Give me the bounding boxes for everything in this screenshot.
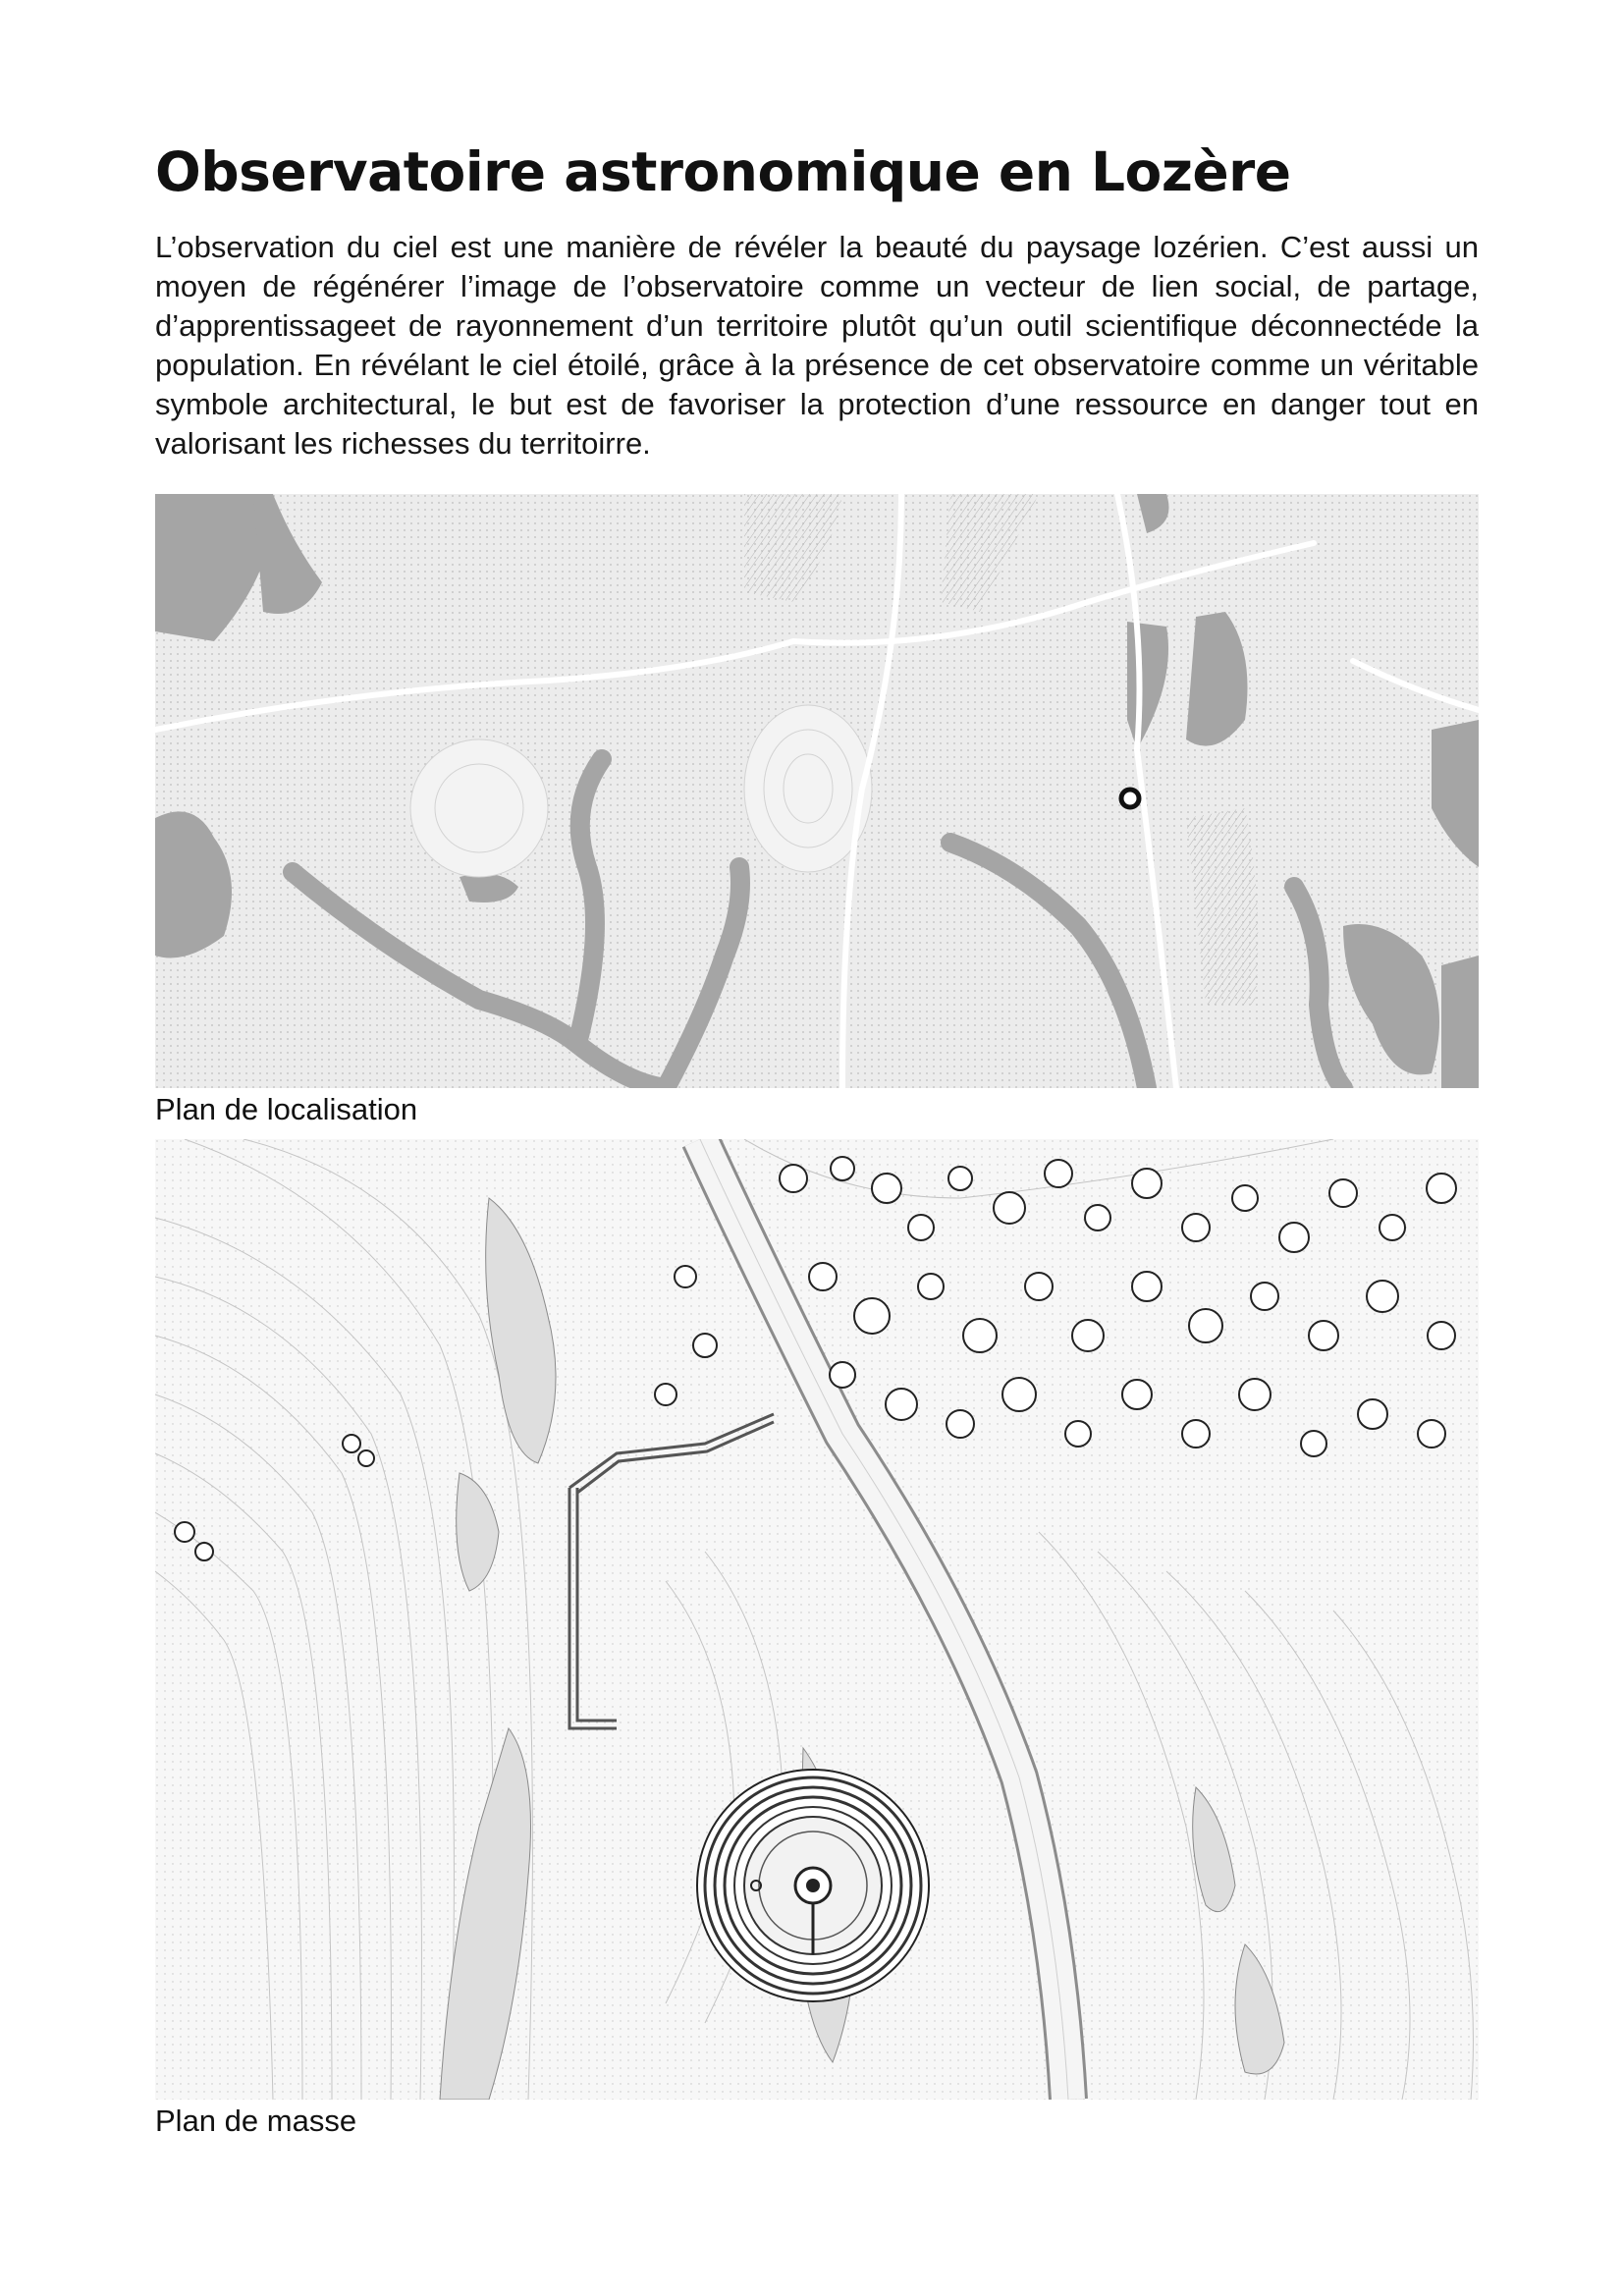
intro-paragraph: L’observation du ciel est une manière de révéler la beauté du paysage lozérien. C’est aussi un moyen de régénérer l’image de l’observatoire comme un vecteur de lien social, de partage, d’apprentissageet de rayonnement d’un territoire plutôt qu’un outil scientifique déconnectéde la population. En révélant le ciel étoilé, grâce à la présence de cet observatoire comme un véritable symbole architectural, le but est de favoriser la protection d’une ressource en danger tout en valorisant les richesses du territoirre. — [155, 230, 1479, 461]
figure-caption-site-plan: Plan de masse — [155, 2104, 357, 2138]
page-title: Observatoire astronomique en Lozère — [155, 140, 1291, 203]
site-plan-drawing — [155, 1139, 1479, 2100]
location-plan-drawing — [155, 494, 1479, 1088]
site-marker-icon — [1121, 790, 1139, 807]
site-plan-svg — [155, 1139, 1479, 2100]
figure-caption-location: Plan de localisation — [155, 1092, 418, 1126]
observatory-building — [697, 1770, 929, 2001]
location-plan-map — [155, 494, 1479, 1088]
